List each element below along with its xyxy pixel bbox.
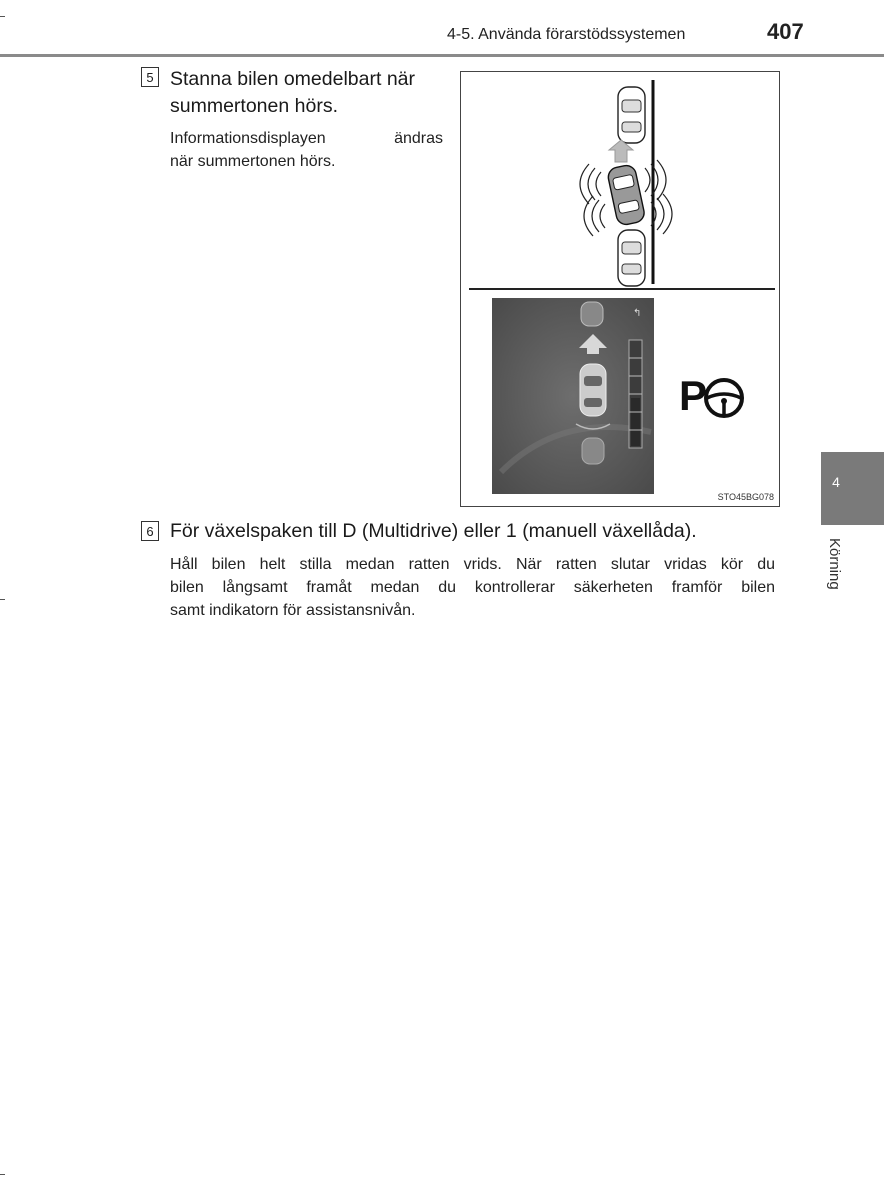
body-line: när summertonen hörs. (170, 153, 336, 170)
parking-illustration (461, 72, 781, 508)
step-title-line: Stanna bilen omedelbart när (170, 68, 415, 90)
body-line: Informationsdisplayen ändras (170, 130, 443, 147)
step-title (170, 66, 450, 120)
chapter-tab (821, 452, 884, 525)
page-number: 407 (767, 19, 804, 44)
step-number: 6 (141, 521, 159, 541)
header-rule (0, 54, 884, 57)
chapter-number: 4 (832, 474, 840, 490)
display-p-symbol: P (679, 372, 708, 419)
section-title: 4-5. Använda förarstödssystemen (447, 26, 686, 43)
own-car (606, 164, 645, 227)
step-number: 5 (141, 67, 159, 87)
parked-car-rear (618, 230, 645, 286)
chapter-label: Körning (826, 538, 843, 590)
step-title: För växelspaken till D (Multidrive) eller 1 (manuell växellåda). (170, 520, 697, 542)
body-line: samt indikatorn för assistansnivån. (170, 602, 416, 619)
crop-mark (0, 599, 5, 600)
steering-wheel-icon (706, 380, 742, 416)
body-line: bilen långsamt framåt medan du kontrollerar säkerheten framför bilen (170, 579, 775, 596)
crop-mark (0, 16, 5, 17)
crop-mark (0, 1174, 5, 1175)
illustration (460, 71, 780, 507)
svg-text:↰: ↰ (633, 308, 642, 319)
step-title-line: summertonen hörs. (170, 95, 338, 117)
parked-car-front (618, 87, 645, 143)
step-description (170, 553, 775, 622)
body-line: Håll bilen helt stilla medan ratten vrids. När ratten slutar vridas kör du (170, 556, 775, 573)
step-description (170, 127, 443, 173)
figure-code: STO45BG078 (717, 492, 774, 502)
